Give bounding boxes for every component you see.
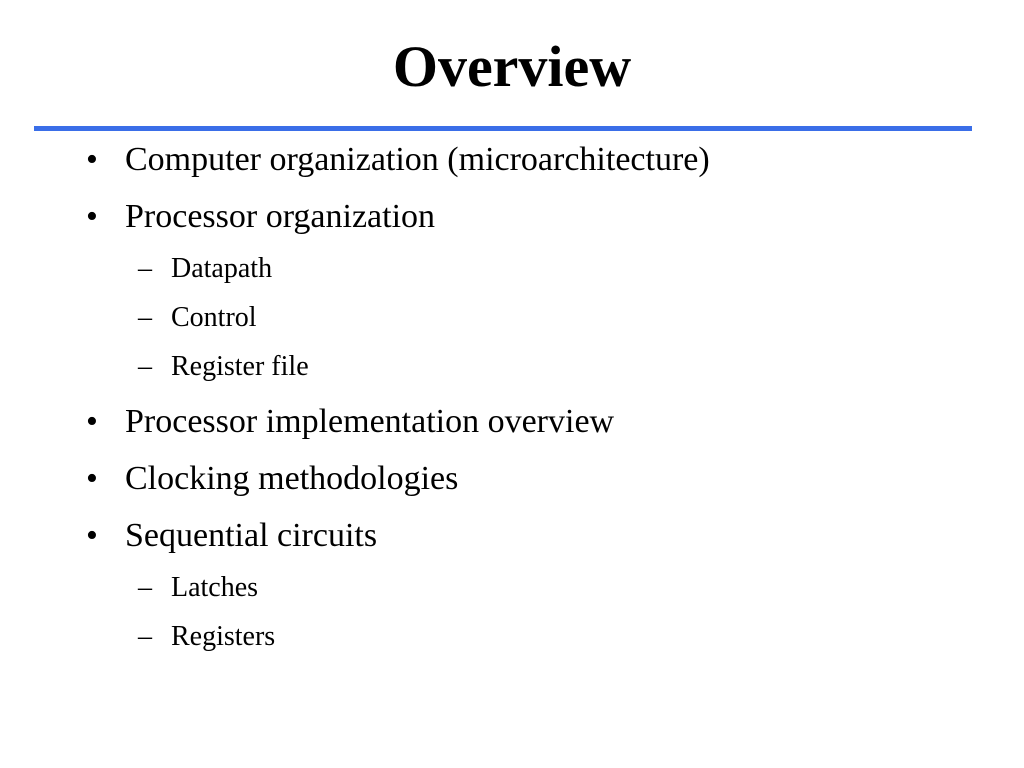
sub-bullet-item [0,252,1000,286]
sub-bullet-item [0,620,1000,654]
sub-bullet-item [0,571,1000,605]
bullet-item [0,140,1000,180]
bullet-item [0,459,1000,499]
bullet-item [0,197,1000,237]
sub-bullet-text: Register file [171,351,309,382]
bullet-marker: • [86,403,98,440]
sub-bullet-text: Latches [171,572,259,603]
bullet-item [0,402,1000,442]
sub-bullet-marker: – [138,572,152,603]
bullet-text: Sequential circuits [125,517,378,554]
bullet-text: Processor organization [125,198,436,235]
sub-bullet-marker: – [138,302,152,333]
sub-bullet-marker: – [138,253,152,284]
slide-title: Overview [392,34,632,99]
sub-bullet-item [0,301,1000,335]
bullet-marker: • [86,198,98,235]
bullet-item [0,516,1000,556]
bullet-marker: • [86,460,98,497]
sub-bullet-text: Registers [171,621,276,652]
bullet-text: Clocking methodologies [125,460,459,497]
sub-bullet-item [0,350,1000,384]
bullet-text: Processor implementation overview [125,403,615,440]
sub-bullet-marker: – [138,621,152,652]
bullet-marker: • [86,141,98,178]
sub-bullet-text: Control [171,302,257,333]
bullet-marker: • [86,517,98,554]
sub-bullet-text: Datapath [171,253,273,284]
bullet-text: Computer organization (microarchitecture) [125,141,710,178]
sub-bullet-marker: – [138,351,152,382]
